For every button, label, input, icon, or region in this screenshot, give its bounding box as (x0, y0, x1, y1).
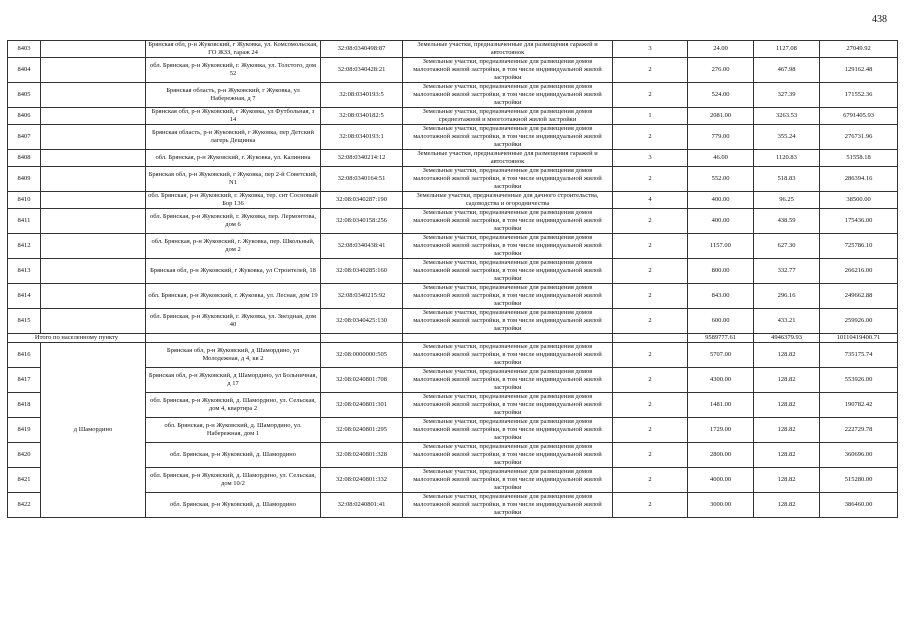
group-cell: 1 (613, 108, 688, 125)
subtotal-label: Итого по населенному пункту (8, 334, 146, 343)
area-cell: 843.00 (688, 284, 754, 309)
row-number: 8417 (8, 368, 41, 393)
group-cell: 2 (613, 343, 688, 368)
cadastral-number-cell: 32:08:0240801:41 (321, 493, 403, 518)
table-row (8, 209, 898, 234)
specific-value-cell: 96.25 (754, 192, 820, 209)
cadastral-value-cell: 276731.96 (820, 125, 898, 150)
cadastral-number-cell: 32:08:0340498:87 (321, 41, 403, 58)
settlement-cell (41, 192, 146, 209)
cadastral-value-cell: 175436.00 (820, 209, 898, 234)
specific-value-cell: 128.82 (754, 343, 820, 368)
cadastral-value-cell: 360696.00 (820, 443, 898, 468)
specific-value-cell: 1127.08 (754, 41, 820, 58)
address-cell: Брянская обл, р-н Жуковский, г Жуковка, ул Футбольная, з 14 (146, 108, 321, 125)
area-cell: 276.00 (688, 58, 754, 83)
row-number: 8411 (8, 209, 41, 234)
row-number: 8409 (8, 167, 41, 192)
specific-value-cell: 3263.53 (754, 108, 820, 125)
cadastral-number-cell: 32:08:0340164:51 (321, 167, 403, 192)
cadastral-value-cell: 515280.00 (820, 468, 898, 493)
land-use-cell: Земельные участки, предназначенные для размещения домов малоэтажной жилой застройки, в том числе индивидуальной жилой застройки (403, 343, 613, 368)
row-number: 8419 (8, 418, 41, 443)
address-cell: обл. Брянская, р-н Жуковский, д. Шамордино (146, 443, 321, 468)
area-cell: 4300.00 (688, 368, 754, 393)
table-row (8, 343, 898, 368)
address-cell: обл. Брянская, р-н Жуковский, г. Жуковка, ул. Калинина (146, 150, 321, 167)
settlement-name: д Шамордино (41, 343, 146, 518)
table-row (8, 125, 898, 150)
cadastral-number-cell: 32:08:0340287:190 (321, 192, 403, 209)
cadastral-number-cell: 32:08:0240801:708 (321, 368, 403, 393)
specific-value-cell: 1120.83 (754, 150, 820, 167)
group-cell: 3 (613, 41, 688, 58)
cadastral-number-cell: 32:08:0340182:5 (321, 108, 403, 125)
land-use-cell: Земельные участки, предназначенные для размещения домов малоэтажной жилой застройки, в том числе индивидуальной жилой застройки (403, 284, 613, 309)
row-number: 8407 (8, 125, 41, 150)
specific-value-cell: 433.21 (754, 309, 820, 334)
cadastral-value-cell: 27049.92 (820, 41, 898, 58)
cadastral-value-cell: 6791405.93 (820, 108, 898, 125)
row-number: 8404 (8, 58, 41, 83)
group-cell: 4 (613, 192, 688, 209)
cadastral-value-cell: 129162.48 (820, 58, 898, 83)
group-cell: 2 (613, 418, 688, 443)
group-cell: 2 (613, 493, 688, 518)
settlement-cell (41, 167, 146, 192)
area-cell: 552.00 (688, 167, 754, 192)
group-cell: 2 (613, 368, 688, 393)
cadastral-number-cell: 32:08:0340193:1 (321, 125, 403, 150)
address-cell: обл. Брянская, р-н Жуковский, д. Шамордино, ул. Набережная, дом 1 (146, 418, 321, 443)
specific-value-cell: 128.82 (754, 393, 820, 418)
area-cell: 524.00 (688, 83, 754, 108)
settlement-cell (41, 209, 146, 234)
specific-value-cell: 296.16 (754, 284, 820, 309)
group-cell: 2 (613, 393, 688, 418)
cadastral-number-cell: 32:08:0240801:295 (321, 418, 403, 443)
land-use-cell: Земельные участки, предназначенные для размещения домов малоэтажной жилой застройки, в том числе индивидуальной жилой застройки (403, 443, 613, 468)
area-cell: 4000.00 (688, 468, 754, 493)
group-cell: 2 (613, 259, 688, 284)
land-use-cell: Земельные участки, предназначенные для размещения домов малоэтажной жилой застройки, в том числе индивидуальной жилой застройки (403, 58, 613, 83)
specific-value-cell: 518.83 (754, 167, 820, 192)
address-cell: обл. Брянская, р-н Жуковский, г. Жуковка, ул. Лесная, дом 19 (146, 284, 321, 309)
specific-value-cell: 128.82 (754, 443, 820, 468)
specific-value-cell: 128.82 (754, 368, 820, 393)
area-cell: 5707.00 (688, 343, 754, 368)
group-cell: 2 (613, 234, 688, 259)
group-cell: 2 (613, 58, 688, 83)
table-row (8, 108, 898, 125)
cadastral-value-cell: 386460.00 (820, 493, 898, 518)
table-row (8, 259, 898, 284)
cadastral-value-cell: 553926.00 (820, 368, 898, 393)
area-cell: 800.00 (688, 259, 754, 284)
cadastral-number-cell: 32:08:0340428:21 (321, 58, 403, 83)
empty-cell (146, 334, 321, 343)
address-cell: обл. Брянская, р-н Жуковский, д. Шамордино, ул. Сельская, дом 4, квартира 2 (146, 393, 321, 418)
land-use-cell: Земельные участки, предназначенные для размещения гаражей и автостоянок (403, 150, 613, 167)
table-row (8, 284, 898, 309)
address-cell: Брянская обл, р-н Жуковский, г Жуковка, ул. Комсомольская, ГО ЖЗЗ, гараж 24 (146, 41, 321, 58)
settlement-cell (41, 234, 146, 259)
subtotal-area: 9589777.61 (688, 334, 754, 343)
cadastral-value-cell: 259926.00 (820, 309, 898, 334)
table-row (8, 167, 898, 192)
land-use-cell: Земельные участки, предназначенные для размещения домов малоэтажной жилой застройки, в том числе индивидуальной жилой застройки (403, 167, 613, 192)
cadastral-number-cell: 32:08:0340214:12 (321, 150, 403, 167)
cadastral-value-table (7, 40, 898, 518)
land-use-cell: Земельные участки, предназначенные для размещения домов малоэтажной жилой застройки, в том числе индивидуальной жилой застройки (403, 83, 613, 108)
area-cell: 400.00 (688, 209, 754, 234)
settlement-cell (41, 58, 146, 83)
address-cell: Брянская область, р-н Жуковский, г Жуковка, ул Набережная, д 7 (146, 83, 321, 108)
land-use-cell: Земельные участки, предназначенные для размещения домов малоэтажной жилой застройки, в том числе индивидуальной жилой застройки (403, 468, 613, 493)
row-number: 8408 (8, 150, 41, 167)
land-use-cell: Земельные участки, предназначенные для размещения домов малоэтажной жилой застройки, в том числе индивидуальной жилой застройки (403, 393, 613, 418)
subtotal-row (8, 334, 898, 343)
row-number: 8405 (8, 83, 41, 108)
row-number: 8421 (8, 468, 41, 493)
table-row (8, 83, 898, 108)
specific-value-cell: 332.77 (754, 259, 820, 284)
area-cell: 400.00 (688, 192, 754, 209)
settlement-cell (41, 108, 146, 125)
subtotal-specific-value: 4946379.93 (754, 334, 820, 343)
row-number: 8414 (8, 284, 41, 309)
settlement-cell (41, 41, 146, 58)
row-number: 8413 (8, 259, 41, 284)
land-use-cell: Земельные участки, предназначенные для размещения домов малоэтажной жилой застройки, в том числе индивидуальной жилой застройки (403, 493, 613, 518)
specific-value-cell: 128.82 (754, 468, 820, 493)
group-cell: 2 (613, 209, 688, 234)
land-use-cell: Земельные участки, предназначенные для размещения домов малоэтажной жилой застройки, в том числе индивидуальной жилой застройки (403, 125, 613, 150)
row-number: 8415 (8, 309, 41, 334)
cadastral-number-cell: 32:08:0340158:256 (321, 209, 403, 234)
land-use-cell: Земельные участки, предназначенные для размещения домов малоэтажной жилой застройки, в том числе индивидуальной жилой застройки (403, 418, 613, 443)
address-cell: обл. Брянская, р-н Жуковский, г. Жуковка, пер. Лермонтова, дом 6 (146, 209, 321, 234)
table-row (8, 192, 898, 209)
area-cell: 1729.00 (688, 418, 754, 443)
table-body (8, 41, 898, 518)
land-use-cell: Земельные участки, предназначенные для размещения гаражей и автостоянок (403, 41, 613, 58)
settlement-cell (41, 259, 146, 284)
area-cell: 779.00 (688, 125, 754, 150)
row-number: 8406 (8, 108, 41, 125)
specific-value-cell: 627.30 (754, 234, 820, 259)
land-use-cell: Земельные участки, предназначенные для размещения домов малоэтажной жилой застройки, в том числе индивидуальной жилой застройки (403, 309, 613, 334)
cadastral-value-cell: 222729.78 (820, 418, 898, 443)
page-number: 438 (872, 14, 887, 25)
address-cell: обл. Брянская, р-н Жуковский, г. Жуковка, пер. Школьный, дом 2 (146, 234, 321, 259)
group-cell: 2 (613, 167, 688, 192)
group-cell: 3 (613, 150, 688, 167)
address-cell: Брянская обл, р-н Жуковский, д Шамордино, ул Больничная, д 17 (146, 368, 321, 393)
empty-cell (613, 334, 688, 343)
cadastral-value-cell: 286394.16 (820, 167, 898, 192)
cadastral-number-cell: 32:08:0340425:130 (321, 309, 403, 334)
row-number: 8412 (8, 234, 41, 259)
area-cell: 46.00 (688, 150, 754, 167)
address-cell: Брянская область, р-н Жуковский, г Жуковка, пер Детский лагерь Дещинка (146, 125, 321, 150)
land-use-cell: Земельные участки, предназначенные для размещения домов среднеэтажной и многоэтажной жилой застройки (403, 108, 613, 125)
specific-value-cell: 355.24 (754, 125, 820, 150)
specific-value-cell: 467.98 (754, 58, 820, 83)
cadastral-number-cell: 32:08:0240801:301 (321, 393, 403, 418)
area-cell: 1481.00 (688, 393, 754, 418)
cadastral-number-cell: 32:08:0240801:332 (321, 468, 403, 493)
row-number: 8403 (8, 41, 41, 58)
cadastral-value-cell: 38500.00 (820, 192, 898, 209)
address-cell: Брянская обл, р-н Жуковский, г Жуковка, ул Строителей, 18 (146, 259, 321, 284)
table-row (8, 234, 898, 259)
group-cell: 2 (613, 309, 688, 334)
empty-cell (321, 334, 403, 343)
row-number: 8410 (8, 192, 41, 209)
settlement-cell (41, 83, 146, 108)
table-row (8, 309, 898, 334)
address-cell: Брянская обл, р-н Жуковский, д Шамордино, ул Молодежная, д 4, кв 2 (146, 343, 321, 368)
cadastral-number-cell: 32:08:0340193:5 (321, 83, 403, 108)
specific-value-cell: 128.82 (754, 418, 820, 443)
land-use-cell: Земельные участки, предназначенные для размещения домов малоэтажной жилой застройки, в том числе индивидуальной жилой застройки (403, 259, 613, 284)
table-row (8, 41, 898, 58)
cadastral-value-cell: 171552.36 (820, 83, 898, 108)
table-row (8, 58, 898, 83)
cadastral-number-cell: 32:08:0240801:328 (321, 443, 403, 468)
specific-value-cell: 438.59 (754, 209, 820, 234)
address-cell: обл. Брянская, р-н Жуковский, г. Жуковка, ул. Звездная, дом 40 (146, 309, 321, 334)
cadastral-value-cell: 735175.74 (820, 343, 898, 368)
group-cell: 2 (613, 83, 688, 108)
cadastral-value-cell: 725786.10 (820, 234, 898, 259)
cadastral-number-cell: 32:08:0000000:505 (321, 343, 403, 368)
cadastral-number-cell: 32:08:0340438:41 (321, 234, 403, 259)
area-cell: 2081.00 (688, 108, 754, 125)
group-cell: 2 (613, 468, 688, 493)
area-cell: 3000.00 (688, 493, 754, 518)
area-cell: 2800.00 (688, 443, 754, 468)
empty-cell (403, 334, 613, 343)
address-cell: обл. Брянская, р-н Жуковский, д. Шамордино (146, 493, 321, 518)
specific-value-cell: 327.39 (754, 83, 820, 108)
cadastral-value-cell: 190782.42 (820, 393, 898, 418)
subtotal-cadastral-value: 10110419400.71 (820, 334, 898, 343)
group-cell: 2 (613, 443, 688, 468)
area-cell: 1157.00 (688, 234, 754, 259)
address-cell: Брянская обл, р-н Жуковский, г Жуковка, пер 2-й Советский, N1 (146, 167, 321, 192)
group-cell: 2 (613, 284, 688, 309)
area-cell: 600.00 (688, 309, 754, 334)
group-cell: 2 (613, 125, 688, 150)
cadastral-number-cell: 32:08:0340215:92 (321, 284, 403, 309)
row-number: 8420 (8, 443, 41, 468)
area-cell: 24.00 (688, 41, 754, 58)
row-number: 8416 (8, 343, 41, 368)
land-use-cell: Земельные участки, предназначенные для размещения домов малоэтажной жилой застройки, в том числе индивидуальной жилой застройки (403, 209, 613, 234)
cadastral-value-cell: 51558.18 (820, 150, 898, 167)
address-cell: обл. Брянская, р-н Жуковский, д. Шамордино, ул. Сельская, дом 10/2 (146, 468, 321, 493)
settlement-cell (41, 309, 146, 334)
land-use-cell: Земельные участки, предназначенные для размещения домов малоэтажной жилой застройки, в том числе индивидуальной жилой застройки (403, 368, 613, 393)
specific-value-cell: 128.82 (754, 493, 820, 518)
row-number: 8422 (8, 493, 41, 518)
address-cell: обл. Брянская, р-н Жуковский, г. Жуковка, ул. Толстого, дом 52 (146, 58, 321, 83)
land-use-cell: Земельные участки, предназначенные для дачного строительства, садоводства и огородничества (403, 192, 613, 209)
row-number: 8418 (8, 393, 41, 418)
cadastral-value-cell: 249662.88 (820, 284, 898, 309)
land-use-cell: Земельные участки, предназначенные для размещения домов малоэтажной жилой застройки, в том числе индивидуальной жилой застройки (403, 234, 613, 259)
settlement-cell (41, 150, 146, 167)
settlement-cell (41, 125, 146, 150)
settlement-cell (41, 284, 146, 309)
cadastral-value-cell: 266216.00 (820, 259, 898, 284)
table-row (8, 150, 898, 167)
cadastral-number-cell: 32:08:0340285:160 (321, 259, 403, 284)
address-cell: обл. Брянская, р-н Жуковский, г. Жуковка, тер. снт Сосновый Бор 136 (146, 192, 321, 209)
